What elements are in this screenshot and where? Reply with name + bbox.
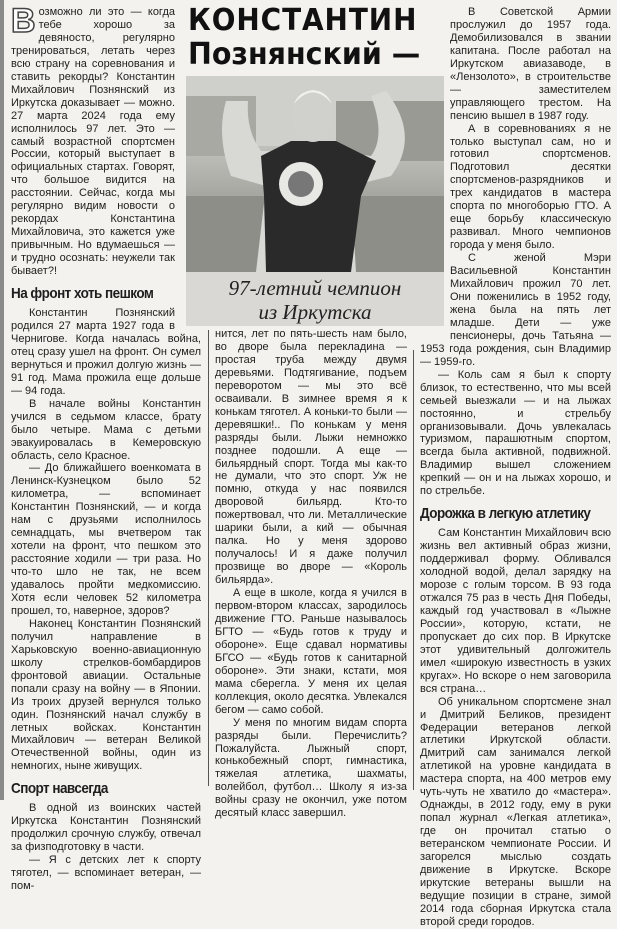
athlete-photo — [186, 76, 444, 272]
paragraph: — До ближайшего военкомата в Ленинск-Кузнецком было 52 километра, — вспоминает Константин Познянский, — и когда нам с друзьями исполнилось семнадцать, мы вчетвером так хотели на фронт, что пешком это расстояние ходили — три раза. Но что-то шло не так, не всем удавалось пройти медкомиссию. Хотя если человек 52 километра прошел, то, наверное, здоров? — [11, 462, 201, 617]
paragraph: нится, лет по пять-шесть нам было, во дворе была перекладина — простая труба между двумя деревьями. Подтягивание, подъем переворотом — мы это всё осваивали. В зимнее время я к конькам тяготел. А коньки-то были — деревяшки!.. По конькам у меня разряды были. Лыжи немножко позднее подошли. А еще — бильярдный спорт. Тогда мы как-то не думали, что это спорт. Уж не помню, откуда у нас появился дворовой бильярд. Кто-то пожертвовал, что ли. Металлические шарики были, а кий — обычная палка. Но у меня здорово получалось! И я даже получил прозвище во дворе — «Король бильярда». — [215, 328, 407, 587]
paragraph: С женой Мэри Васильевной Константин Михайлович прожил 70 лет. Они поженились в 1952 году, жена была на пять лет младше. Дети — уже пенсионеры, дочь Татьяна — 1953 года рождения, сын Владимир — 1959-го. — [420, 252, 611, 368]
paragraph: Константин Познянский родился 27 марта 1927 года в Чернигове. Когда началась война, отец сразу ушел на фронт. Он сумел вернуться и прожил долгую жизнь — 91 год. Мама прожила еще дольше — 94 года. — [11, 307, 201, 397]
caption-line1: 97-летний чемпион — [228, 276, 402, 300]
section-heading: Дорожка в легкую атлетику — [420, 505, 591, 523]
section-heading: На фронт хоть пешком — [11, 285, 154, 303]
section-heading: Спорт навсегда — [11, 780, 108, 798]
column-divider — [208, 330, 209, 786]
paragraph: А в соревнованиях я не только выступал сам, но и готовил спортсменов. Подготовил десятки спортсменов-разрядников и трех кандидатов в мастера спорта по многоборью ГТО. А еще борьбу классическую развивал. Много чемпионов города у меня было. — [450, 122, 611, 252]
dropcap: В — [11, 2, 36, 40]
paragraph: А еще в школе, когда я учился в первом-втором классах, зародилось движение ГТО. Раньше называлось БГТО — «Будь готов к труду и обороне». Еще сдавал нормативы БГСО — «Будь готов к санитарной обороне». Эти знаки, кстати, моя мама сберегла. У меня их целая коллекция, около десятка. Увлекался бегом — само собой. — [215, 587, 407, 716]
column-divider — [413, 350, 414, 790]
middle-column — [215, 328, 407, 820]
paragraph: В начале войны Константин учился в седьмом классе, брату было четыре. Мама с детьми эвакуировалась в Кемеровскую область, село Красное. — [11, 397, 201, 462]
headline — [188, 4, 438, 72]
paragraph: — Я с детских лет к спорту тяготел, — вспоминает ветеран, — пом- — [11, 854, 201, 893]
intro-paragraph: Возможно ли это — когда тебе хорошо за девяносто, регулярно тренироваться, летать через всю страну на соревнования и ставить рекорды? Константин Михайлович Познянский из Иркутска доказывает — можно. 27 марта 2024 года ему исполнилось 97 лет. Это — самый возрастной спортсмен России, который выступает в официальных стартах. Говорят, что большое видится на расстоянии. Сейчас, когда мы регулярно видим новости о рекордах Константина Михайловича, это кажется уже привычным. Но вдумаешься — и трудно осознать: неужели так бывает?! — [11, 2, 175, 278]
left-column — [11, 2, 201, 893]
caption-line2: из Иркутска — [258, 300, 372, 324]
headline-line2: Познянский — — [188, 37, 421, 72]
paragraph: В Советской Армии прослужил до 1957 года. Демобилизовался в звании капитана. После работал на Иркутском авиазаводе, в «Лензолото», в строительстве — заместителем управляющего трестом. На пенсию вышел в 1987 году. — [450, 6, 611, 122]
paragraph: Сам Константин Михайлович всю жизнь вел активный образ жизни, поддерживал форму. Обливался холодной водой, делал зарядку на морозе с голым торсом. В 93 года отжался 75 раз в честь Дня Победы, каждый год участвовал в «Лыжне России», которую, кстати, не пропускает до сих пор. В Иркутске этот удивительный долгожитель имел «широкую известность в узких кругах». Но вскоре о нем заговорила вся страна… — [420, 527, 611, 695]
paragraph: — Коль сам я был к спорту близок, то естественно, что мы всей семьей выезжали — и на лыжах постоянно, и стрельбу организовывали. Дочь увлекалась туризмом, парашютным спортом, всегда была активной, подвижной. Владимир вышел сложением крепкий — он и на лыжах хорошо, и по стрельбе. — [420, 368, 611, 498]
headline-line1: КОНСТАНТИН — [188, 3, 418, 38]
paragraph: Наконец Константин Познянский получил направление в Харьковскую военно-авиационную школу стрелков-бомбардиров фронтовой авиации. Остальные попали сразу на войну — в Японии. Из троих друзей вернулся только один. Познянский начал службу в летных войсках. Константин Михайлович — ветеран Великой Отечественной войны, один из немногих, ныне живущих. — [11, 617, 201, 773]
paragraph: Об уникальном спортсмене знал и Дмитрий Беликов, президент Федерации ветеранов легкой атлетики Иркутской области. Дмитрий сам занимался легкой атлетикой на уровне кандидата в мастера спорта, на 400 метров ему чуть-чуть не хватило до «мастера». Однажды, в 2012 году, ему в руки попал журнал «Легкая атлетика», где он прочитал статью о ветеранском чемпионате России. И загорелся мыслью создать движение в Иркутске. Вскоре иркутские ветераны вышли на ведущие позиции в стране, зимой 2014 года сборная Иркутска стала второй среди городов. — [420, 695, 611, 928]
athlete-photo-image — [186, 76, 444, 272]
right-column — [420, 6, 611, 929]
paragraph: В одной из воинских частей Иркутска Константин Познянский продолжил срочную службу, отвечал за физподготовку в части. — [11, 802, 201, 854]
paragraph: У меня по многим видам спорта разряды были. Перечислить? Пожалуйста. Лыжный спорт, конькобежный спорт, гимнастика, тяжелая атлетика, шахматы, волейбол, футбол… Школу я из-за войны сразу не окончил, уже потом десятый класс завершил. — [215, 716, 407, 820]
photo-caption — [186, 272, 444, 326]
page-edge — [0, 0, 4, 800]
